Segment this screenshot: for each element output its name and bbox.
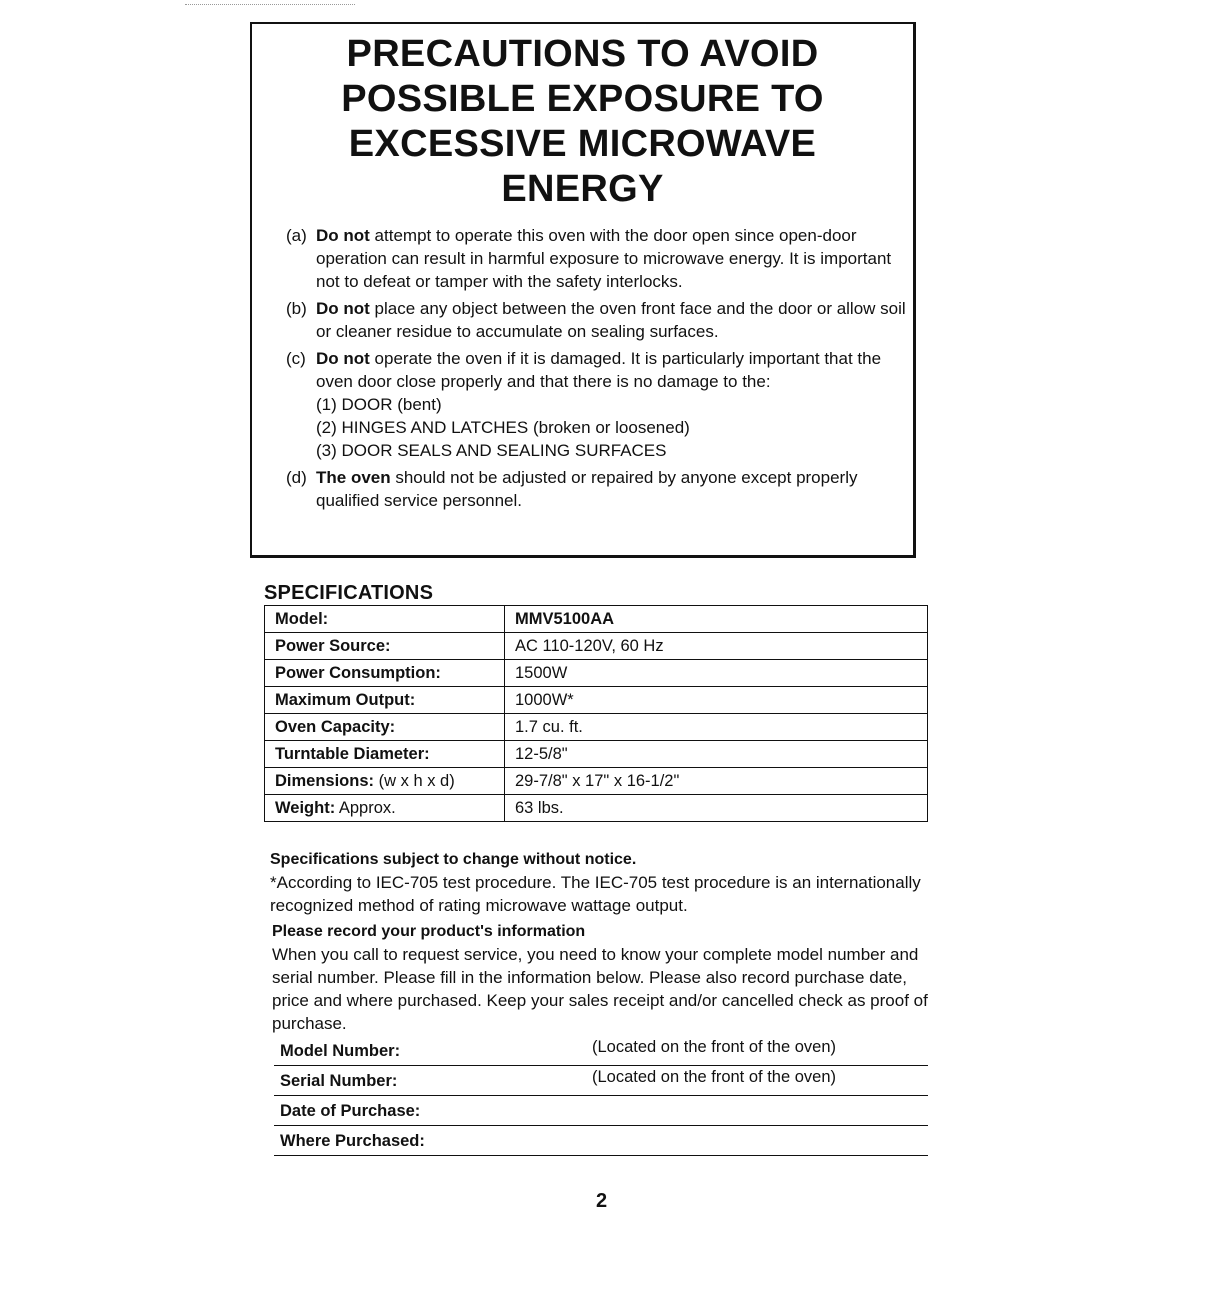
warning-item-a (286, 224, 906, 293)
table-row (265, 741, 928, 768)
spec-value: 29-7/8" x 17" x 16-1/2" (505, 768, 928, 795)
spec-value: MMV5100AA (505, 606, 928, 633)
iec-note: *According to IEC-705 test procedure. The IEC-705 test procedure is an internationally recognized method of rating microwave wattage output. (270, 873, 921, 915)
warning-box (250, 22, 916, 558)
spec-label: Oven Capacity: (265, 714, 505, 741)
spec-label: Model: (265, 606, 505, 633)
record-info-block (272, 920, 930, 1035)
field-value: (Located on the front of the oven) (592, 1068, 836, 1086)
where-purchased-field[interactable] (274, 1126, 928, 1156)
spec-value: 12-5/8" (505, 741, 928, 768)
spec-label: Turntable Diameter: (265, 741, 505, 768)
item-letter: (d) (286, 468, 307, 487)
field-label: Serial Number: (280, 1072, 398, 1090)
spec-label: Weight: Approx. (265, 795, 505, 822)
table-row (265, 633, 928, 660)
item-letter: (c) (286, 349, 306, 368)
damage-sub-list (316, 393, 906, 462)
spec-value: 63 lbs. (505, 795, 928, 822)
spec-value: AC 110-120V, 60 Hz (505, 633, 928, 660)
item-text: operate the oven if it is damaged. It is particularly important that the oven door close properly and that there is no damage to the: (316, 349, 882, 391)
warning-item-b (286, 297, 906, 343)
table-row (265, 660, 928, 687)
item-letter: (b) (286, 299, 307, 318)
warning-item-c (286, 347, 906, 462)
warning-title-line: POSSIBLE EXPOSURE TO (341, 78, 824, 120)
sub-item: (3) DOOR SEALS AND SEALING SURFACES (316, 441, 667, 460)
field-label: Where Purchased: (280, 1132, 425, 1150)
spec-value: 1000W* (505, 687, 928, 714)
specification-notes (270, 848, 930, 917)
warning-title (252, 32, 913, 212)
record-fields (274, 1036, 928, 1156)
field-label: Model Number: (280, 1042, 401, 1060)
warning-title-line: EXCESSIVE MICROWAVE (348, 123, 817, 165)
warning-item-d (286, 466, 906, 512)
page-number: 2 (596, 1190, 608, 1212)
item-bold: Do not (316, 226, 370, 245)
field-label: Date of Purchase: (280, 1102, 421, 1120)
spec-label: Power Consumption: (265, 660, 505, 687)
item-letter: (a) (286, 226, 307, 245)
date-of-purchase-field[interactable] (274, 1096, 928, 1126)
warning-title-line: PRECAUTIONS TO AVOID (346, 33, 819, 75)
item-text: attempt to operate this oven with the door open since open-door operation can result in harmful exposure to microwave energy. It is important not to defeat or tamper with the safety interlocks. (316, 226, 892, 291)
item-bold: The oven (316, 468, 391, 487)
spec-change-note: Specifications subject to change without notice. (270, 851, 637, 868)
item-text: should not be adjusted or repaired by anyone except properly qualified service personnel. (316, 468, 858, 510)
spec-label: Dimensions: (w x h x d) (265, 768, 505, 795)
specifications-table (264, 605, 928, 822)
item-bold: Do not (316, 299, 370, 318)
table-row (265, 606, 928, 633)
spec-value: 1.7 cu. ft. (505, 714, 928, 741)
specifications-heading: SPECIFICATIONS (264, 582, 434, 604)
item-bold: Do not (316, 349, 370, 368)
record-heading: Please record your product's information (272, 923, 586, 940)
warning-title-line: ENERGY (501, 168, 664, 210)
record-text: When you call to request service, you need to know your complete model number and serial number. Please fill in the information below. Please also record purchase date, price and where purchased. Keep your sales receipt and/or cancelled check as proof of purchase. (272, 945, 928, 1033)
table-row (265, 795, 928, 822)
item-text: place any object between the oven front face and the door or allow soil or cleaner residue to accumulate on sealing surfaces. (316, 299, 906, 341)
warning-list (286, 224, 906, 516)
model-number-field[interactable] (274, 1036, 928, 1066)
table-row (265, 768, 928, 795)
spec-label: Maximum Output: (265, 687, 505, 714)
scan-artifact (185, 4, 355, 6)
field-value: (Located on the front of the oven) (592, 1038, 836, 1056)
sub-item: (2) HINGES AND LATCHES (broken or loosened) (316, 418, 690, 437)
spec-value: 1500W (505, 660, 928, 687)
table-row (265, 714, 928, 741)
serial-number-field[interactable] (274, 1066, 928, 1096)
table-row (265, 687, 928, 714)
spec-label: Power Source: (265, 633, 505, 660)
sub-item: (1) DOOR (bent) (316, 395, 442, 414)
